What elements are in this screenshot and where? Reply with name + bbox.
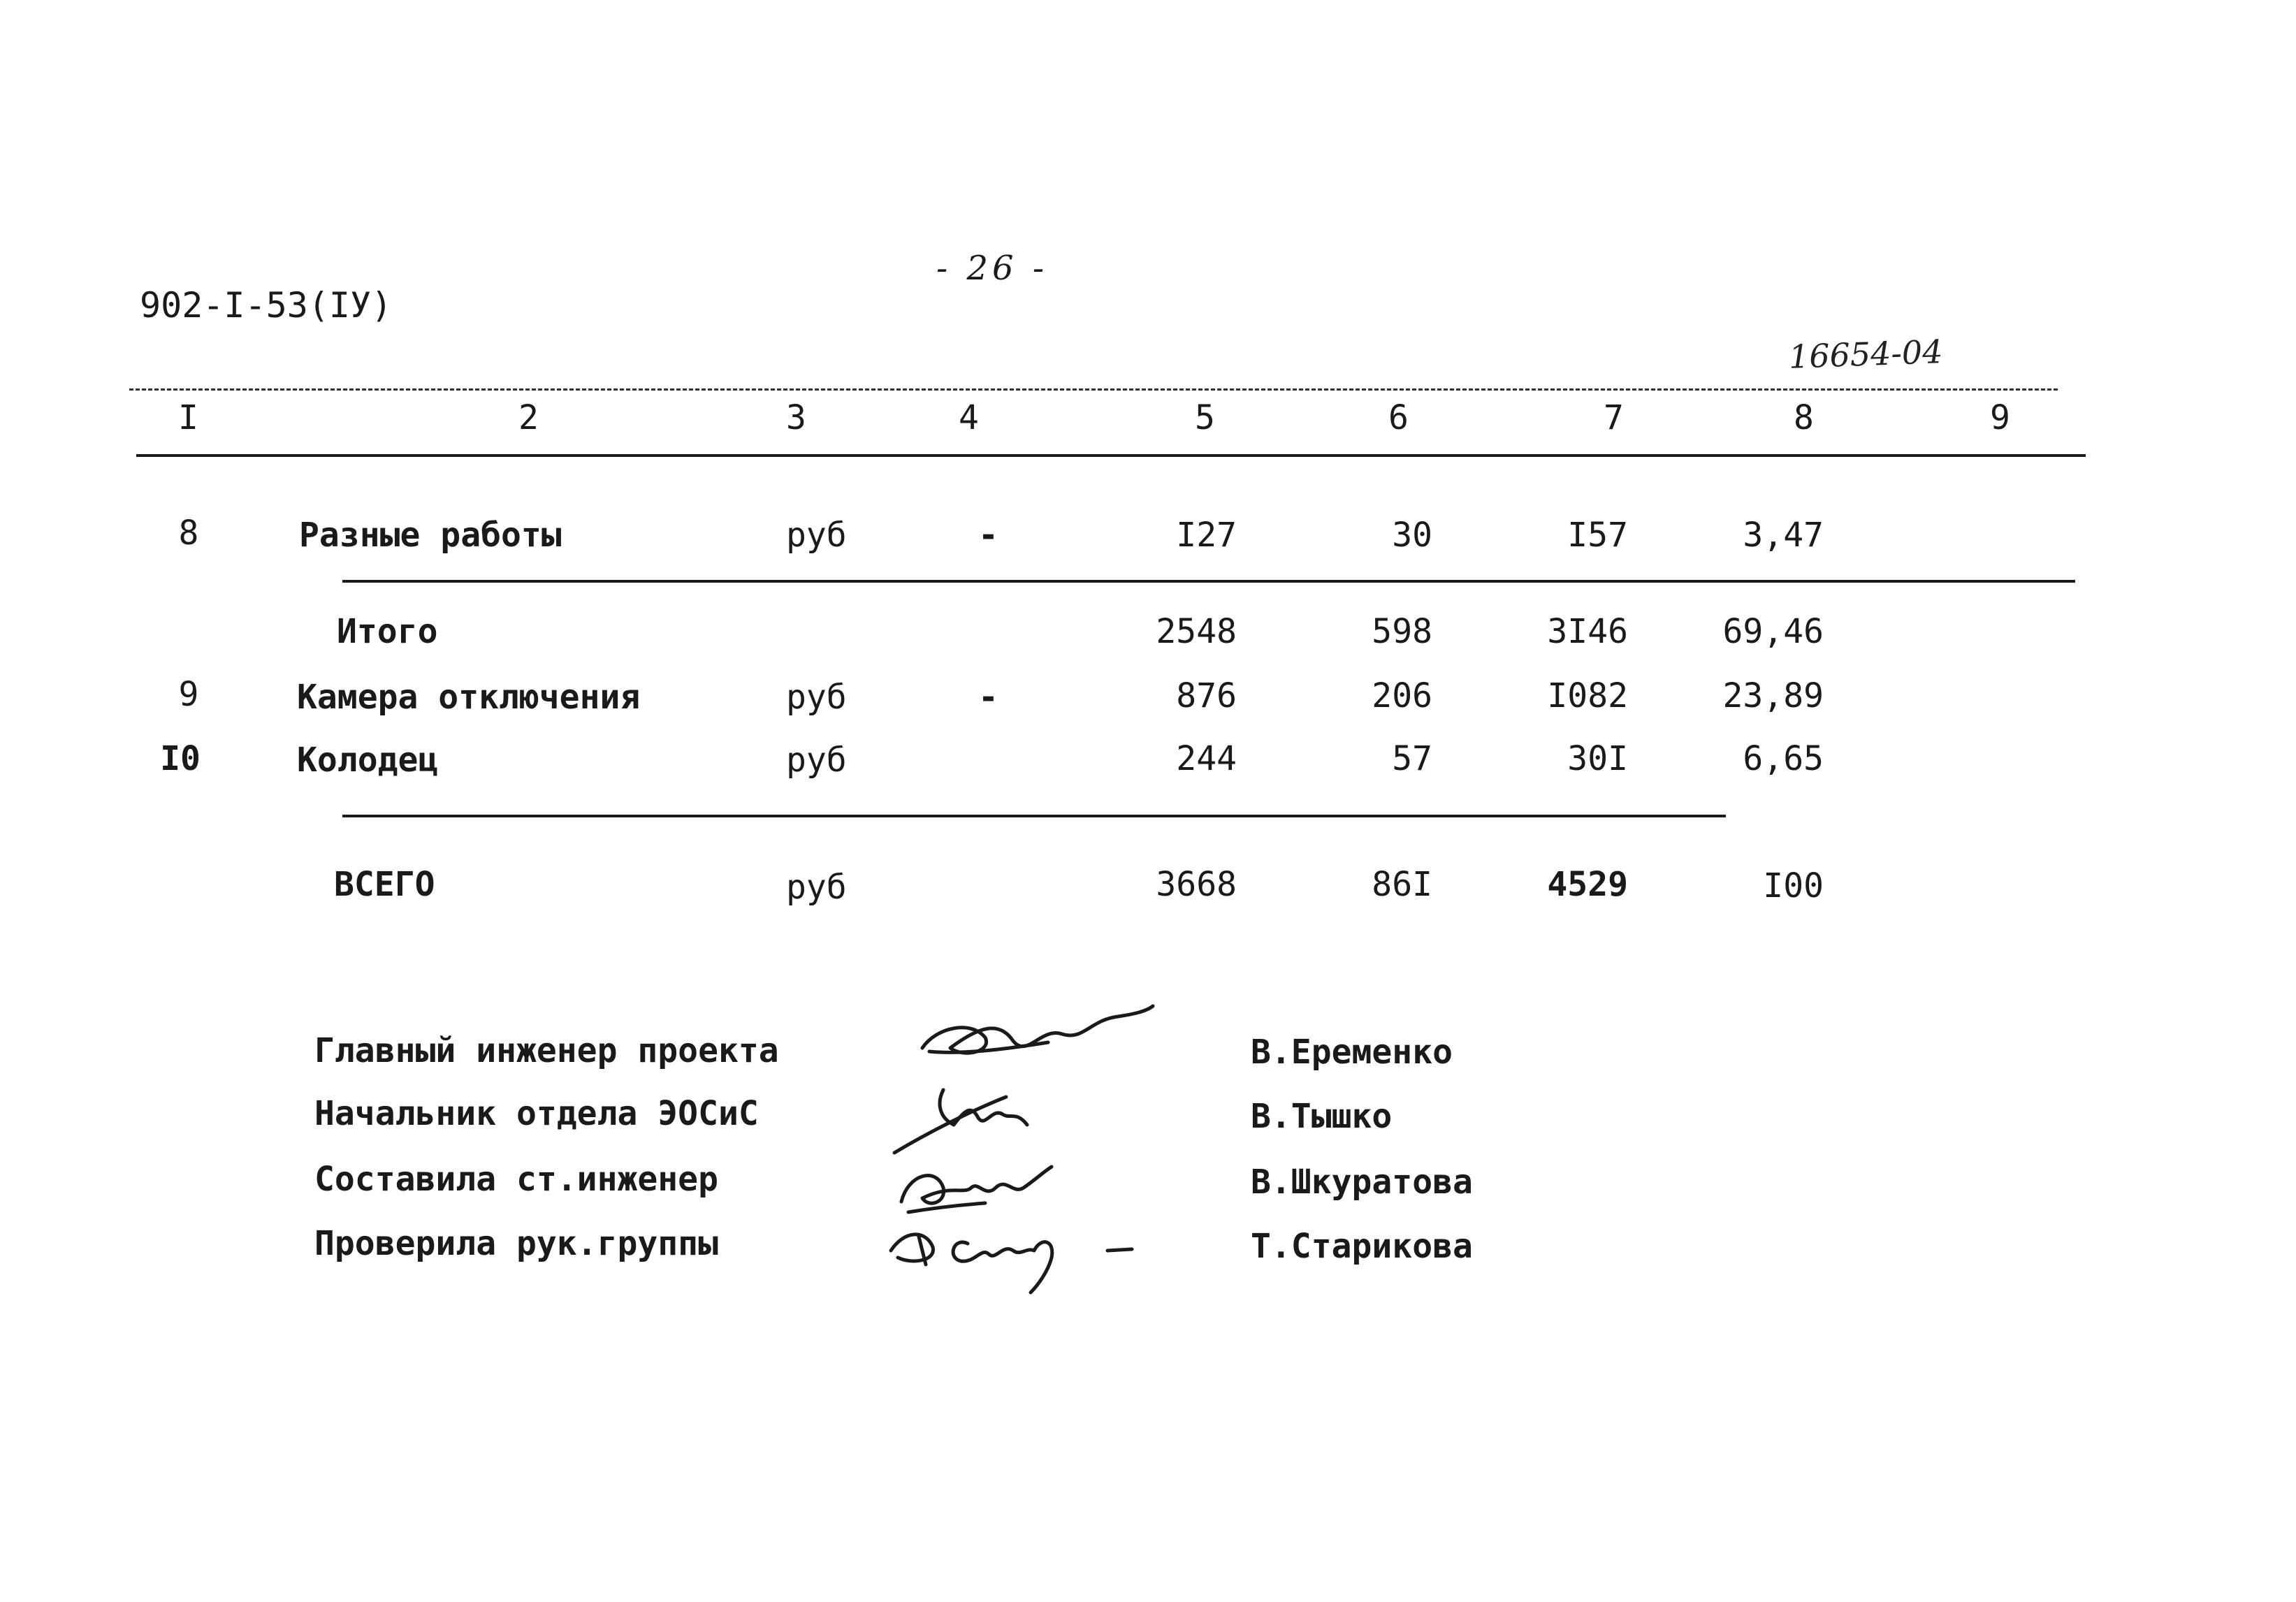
row-col8: I00 <box>1763 866 1824 905</box>
header-bottom-rule <box>136 454 2086 457</box>
row-col8: 6,65 <box>1743 739 1824 778</box>
row-number: 8 <box>178 514 199 553</box>
row-col7: I57 <box>1567 516 1628 555</box>
row-col7: I082 <box>1547 676 1628 715</box>
signature-mark-1 <box>908 999 1160 1076</box>
row-separator <box>342 580 2075 583</box>
signer-role: Проверила рук.группы <box>314 1224 718 1263</box>
column-header-7: 7 <box>1604 398 1624 437</box>
signer-role: Главный инженер проекта <box>314 1031 779 1070</box>
row-col5: 3668 <box>1156 865 1237 904</box>
column-header-3: 3 <box>786 398 806 437</box>
column-header-2: 2 <box>518 398 539 437</box>
row-col5: I27 <box>1176 516 1237 555</box>
row-name: Колодец <box>297 741 439 780</box>
signer-role: Составила ст.инженер <box>314 1160 718 1199</box>
signature-mark-4 <box>884 1209 1149 1299</box>
signer-name: В.Шкуратова <box>1251 1163 1473 1202</box>
row-col5: 2548 <box>1156 612 1237 651</box>
signer-name: В.Еременко <box>1251 1033 1453 1072</box>
column-header-1: I <box>178 398 198 437</box>
row-name: ВСЕГО <box>334 865 435 904</box>
row-col7: 4529 <box>1547 865 1628 904</box>
row-col6: 86I <box>1372 865 1432 904</box>
row-number: I0 <box>160 739 201 778</box>
column-header-9: 9 <box>1990 398 2010 437</box>
row-col5: 244 <box>1176 739 1237 778</box>
row-name: Камера отключения <box>297 678 641 717</box>
signer-role: Начальник отдела ЭОСиС <box>314 1094 759 1133</box>
row-col7: 3I46 <box>1547 612 1628 651</box>
page-number: - 26 - <box>936 249 1049 288</box>
table-top-rule <box>129 388 2058 391</box>
row-col6: 206 <box>1372 676 1432 715</box>
row-name: Итого <box>337 612 438 651</box>
signer-name: Т.Старикова <box>1251 1227 1473 1266</box>
row-unit: руб <box>786 516 847 555</box>
row-col6: 57 <box>1392 739 1432 778</box>
row-col6: 30 <box>1392 516 1432 555</box>
total-separator <box>342 815 1726 817</box>
column-header-6: 6 <box>1388 398 1409 437</box>
row-col8: 69,46 <box>1722 612 1824 651</box>
row-dash: - <box>978 516 998 555</box>
row-col5: 876 <box>1176 676 1237 715</box>
row-name: Разные работы <box>299 516 562 555</box>
row-dash: - <box>978 678 998 717</box>
column-header-5: 5 <box>1195 398 1215 437</box>
column-header-4: 4 <box>959 398 979 437</box>
signer-name: В.Тышко <box>1251 1097 1393 1136</box>
row-unit: руб <box>786 678 847 717</box>
document-code: 902-I-53(IУ) <box>140 285 393 326</box>
row-col6: 598 <box>1372 612 1432 651</box>
row-unit: руб <box>786 741 847 780</box>
row-col8: 3,47 <box>1743 516 1824 555</box>
row-unit: руб <box>786 868 847 907</box>
handwritten-stamp-number: 16654-04 <box>1788 333 1944 376</box>
column-header-8: 8 <box>1794 398 1814 437</box>
row-col8: 23,89 <box>1722 676 1824 715</box>
row-col7: 30I <box>1567 739 1628 778</box>
row-number: 9 <box>178 675 199 714</box>
